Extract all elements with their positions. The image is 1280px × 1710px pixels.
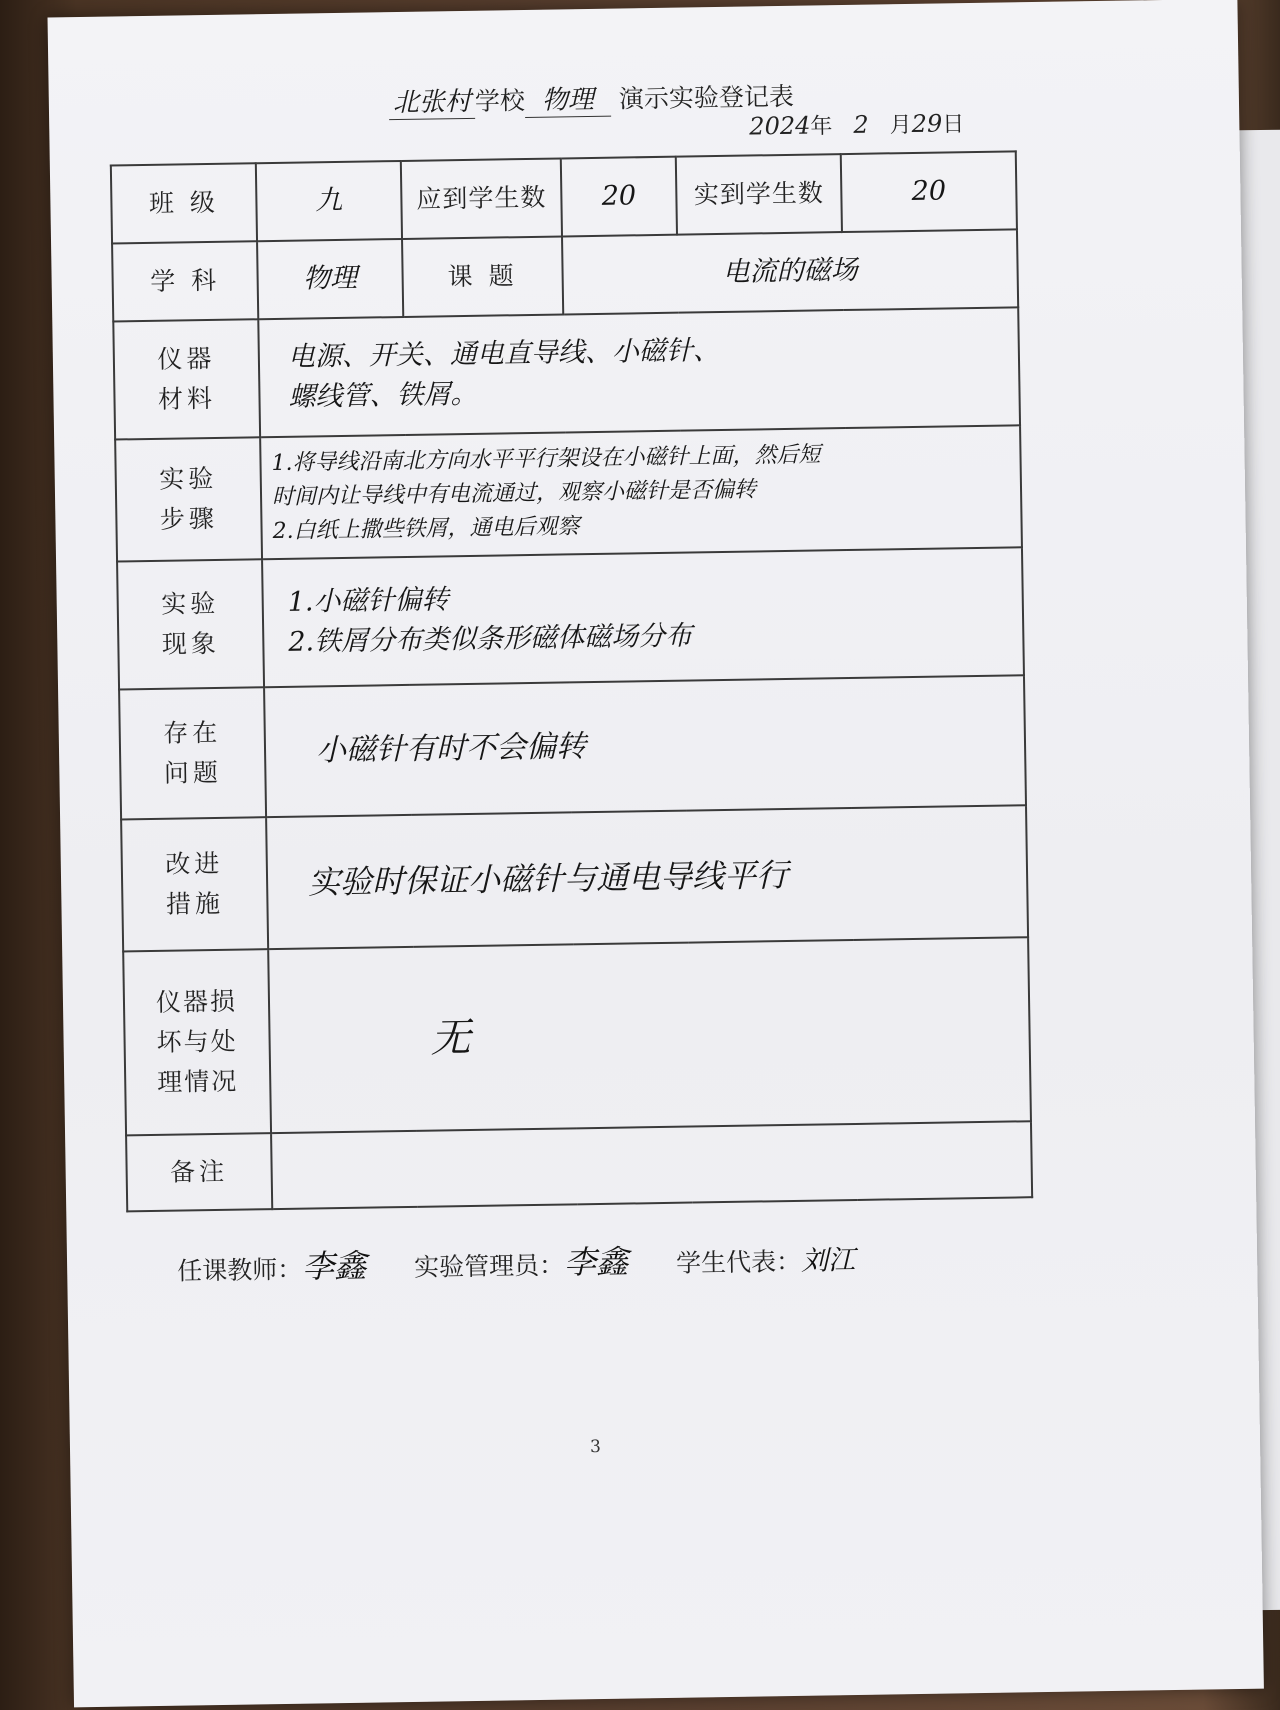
equipment-label: [113, 319, 260, 439]
phenomena-label: [117, 559, 264, 689]
notes-label: 备注: [126, 1133, 272, 1211]
signature-line: [177, 1230, 1078, 1290]
row-notes: [126, 1121, 1032, 1211]
phenomena-label-line: 实验: [160, 588, 220, 619]
date-year: 2024: [749, 111, 811, 141]
equipment-label-line: 仪器: [157, 343, 216, 374]
date-day-unit: 日: [942, 112, 965, 138]
damage-label-line: 坏与处: [156, 1026, 238, 1057]
registration-form-sheet: [48, 0, 1264, 1707]
steps-label-line: 步骤: [159, 503, 219, 534]
topic-label: 课 题: [402, 236, 563, 317]
admin-label: 实验管理员：: [413, 1250, 565, 1282]
student-name: 刘江: [800, 1244, 856, 1277]
teacher-label: 任课教师：: [176, 1254, 303, 1286]
date-month: 2: [853, 110, 869, 139]
student-label: 学生代表：: [675, 1246, 802, 1278]
expected-students-value: 20: [561, 157, 677, 237]
phenomena-label-line: 现象: [161, 628, 221, 659]
damage-label-line: 仪器损: [155, 986, 238, 1017]
actual-students-value: 20: [841, 151, 1017, 232]
issues-label-line: 问题: [163, 757, 223, 788]
row-phenomena: [117, 547, 1024, 689]
subject-value: 物理: [257, 239, 403, 319]
student-signature: [676, 1238, 856, 1280]
row-damage: [123, 937, 1031, 1135]
actual-students-label: 实到学生数: [676, 154, 842, 235]
damage-label: [123, 949, 271, 1135]
damage-value: 无: [268, 937, 1031, 1133]
issues-label-line: 存在: [163, 717, 222, 748]
date-year-unit: 年: [810, 114, 833, 140]
teacher-signature: [177, 1241, 367, 1290]
equipment-line: 螺线管、铁屑。: [288, 378, 478, 413]
date-month-unit: 月: [889, 112, 912, 139]
experiment-record-table: [110, 150, 1033, 1212]
subject-label: 学 科: [112, 241, 258, 321]
steps-line: 时间内让导线中有电流通过，观察小磁针是否偏转: [271, 477, 757, 511]
improvements-label: [121, 817, 268, 951]
page-number: 3: [589, 1437, 602, 1458]
equipment-label-line: 材料: [157, 383, 217, 414]
steps-value: [260, 425, 1022, 559]
admin-name: 李鑫: [563, 1242, 629, 1282]
steps-label-line: 实验: [159, 463, 218, 494]
topic-value: 电流的磁场: [562, 229, 1018, 314]
school-suffix: 学校: [474, 86, 526, 116]
school-name: 北张村: [389, 81, 476, 120]
class-value: 九: [256, 161, 402, 241]
improvements-label-line: 改进: [165, 848, 224, 879]
notes-value: [271, 1121, 1032, 1209]
row-issues: [119, 675, 1026, 819]
phenomena-line: 2.铁屑分布类似条形磁体磁场分布: [288, 620, 693, 658]
class-label: 班 级: [111, 163, 257, 243]
improvements-label-line: 措施: [165, 888, 225, 919]
row-class-attendance: [111, 151, 1017, 243]
phenomena-line: 1.小磁针偏转: [287, 584, 449, 618]
row-improvements: [121, 805, 1028, 951]
date-day: 29: [911, 109, 943, 138]
issues-label: [119, 687, 266, 819]
row-subject-topic: [112, 229, 1018, 321]
row-equipment: [113, 307, 1020, 439]
improvements-value: 实验时保证小磁针与通电导线平行: [266, 805, 1028, 949]
form-date: [749, 107, 964, 141]
steps-label: [115, 437, 262, 561]
subject-name: 物理: [525, 79, 612, 118]
equipment-value: [258, 307, 1020, 437]
issues-value: 小磁针有时不会偏转: [264, 675, 1026, 817]
equipment-line: 电源、开关、通电直导线、小磁针、: [287, 335, 721, 373]
form-title: 演示实验登记表: [618, 81, 795, 114]
damage-label-line: 理情况: [157, 1066, 239, 1097]
steps-line: 2.白纸上撒些铁屑，通电后观察: [272, 514, 580, 545]
phenomena-value: [262, 547, 1024, 687]
admin-signature: [414, 1237, 629, 1286]
steps-line: 1.将导线沿南北方向水平平行架设在小磁针上面，然后短: [271, 442, 821, 477]
expected-students-label: 应到学生数: [401, 158, 562, 239]
row-steps: [115, 425, 1022, 561]
teacher-name: 李鑫: [301, 1246, 367, 1286]
